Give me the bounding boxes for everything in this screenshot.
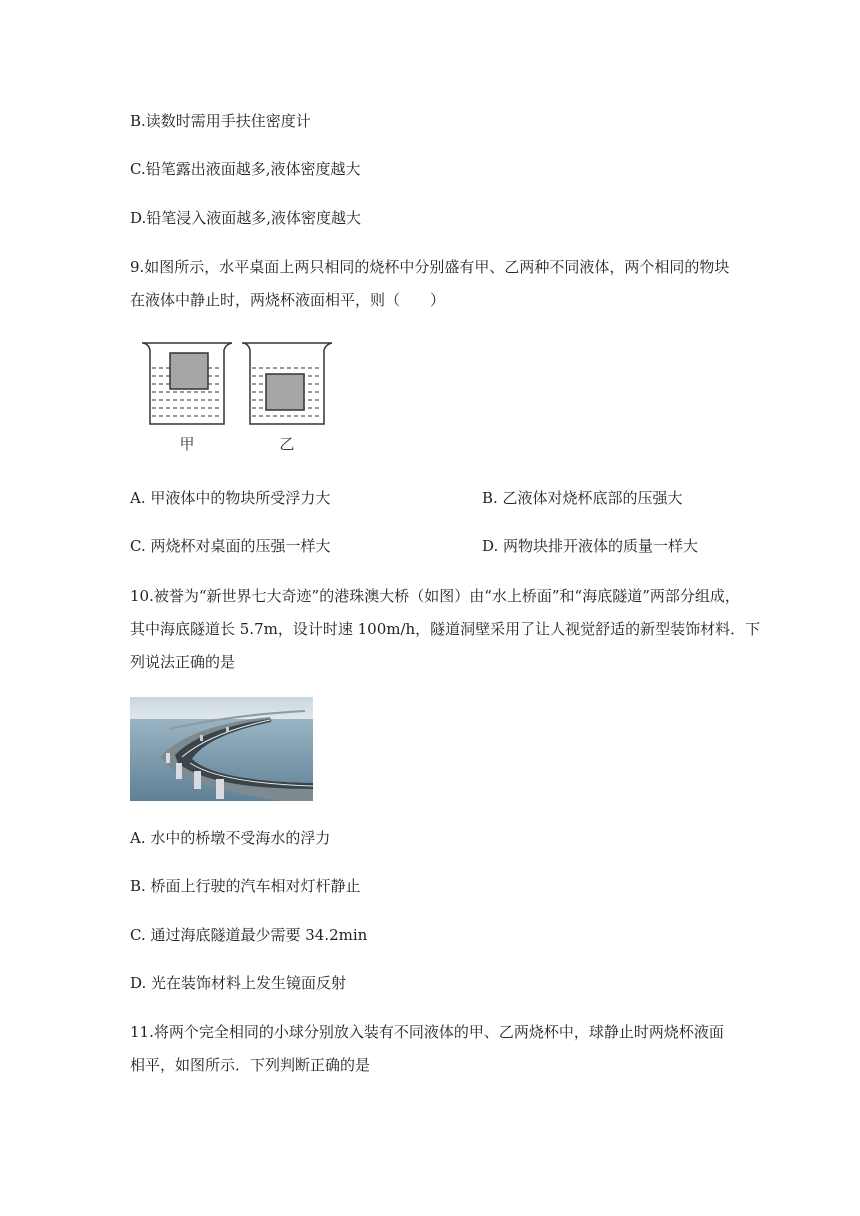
- q9-stem-line1: 9.如图所示，水平桌面上两只相同的烧杯中分别盛有甲、乙两种不同液体，两个相同的物块: [130, 258, 730, 276]
- q9-option-c: C. 两烧杯对桌面的压强一样大: [130, 537, 331, 555]
- q10-stem-line2: 其中海底隧道长 5.7m，设计时速 100m/h，隧道洞壁采用了让人视觉舒适的新型装饰材料．下: [130, 620, 761, 638]
- q8-option-c: C.铅笔露出液面越多,液体密度越大: [130, 160, 361, 178]
- q9-option-a: A. 甲液体中的物块所受浮力大: [130, 489, 331, 507]
- q10-stem-line1: 10.被誉为“新世界七大奇迹”的港珠澳大桥（如图）由“水上桥面”和“海底隧道”两部分组成，: [130, 587, 740, 605]
- q9-stem-line2: 在液体中静止时，两烧杯液面相平，则（ ）: [130, 291, 446, 309]
- block-left: [170, 353, 208, 389]
- q8-option-b: B.读数时需用手扶住密度计: [130, 112, 311, 130]
- q10-option-b: B. 桥面上行驶的汽车相对灯杆静止: [130, 877, 361, 895]
- bridge-photo: [130, 697, 313, 801]
- label-yi: 乙: [279, 435, 295, 453]
- beaker-figure: [138, 338, 334, 456]
- q9-option-d: D. 两物块排开液体的质量一样大: [482, 537, 699, 555]
- q11-stem-line1: 11.将两个完全相同的小球分别放入装有不同液体的甲、乙两烧杯中，球静止时两烧杯液面: [130, 1023, 724, 1041]
- q8-option-d: D.铅笔浸入液面越多,液体密度越大: [130, 209, 362, 227]
- block-right: [266, 374, 304, 410]
- q10-option-c: C. 通过海底隧道最少需要 34.2min: [130, 926, 368, 944]
- q10-stem-line3: 列说法正确的是: [130, 653, 236, 671]
- q9-option-b: B. 乙液体对烧杯底部的压强大: [482, 489, 683, 507]
- q10-option-d: D. 光在装饰材料上发生镜面反射: [130, 974, 347, 992]
- q11-stem-line2: 相平，如图所示．下列判断正确的是: [130, 1056, 371, 1074]
- label-jia: 甲: [179, 435, 195, 453]
- q10-option-a: A. 水中的桥墩不受海水的浮力: [130, 829, 331, 847]
